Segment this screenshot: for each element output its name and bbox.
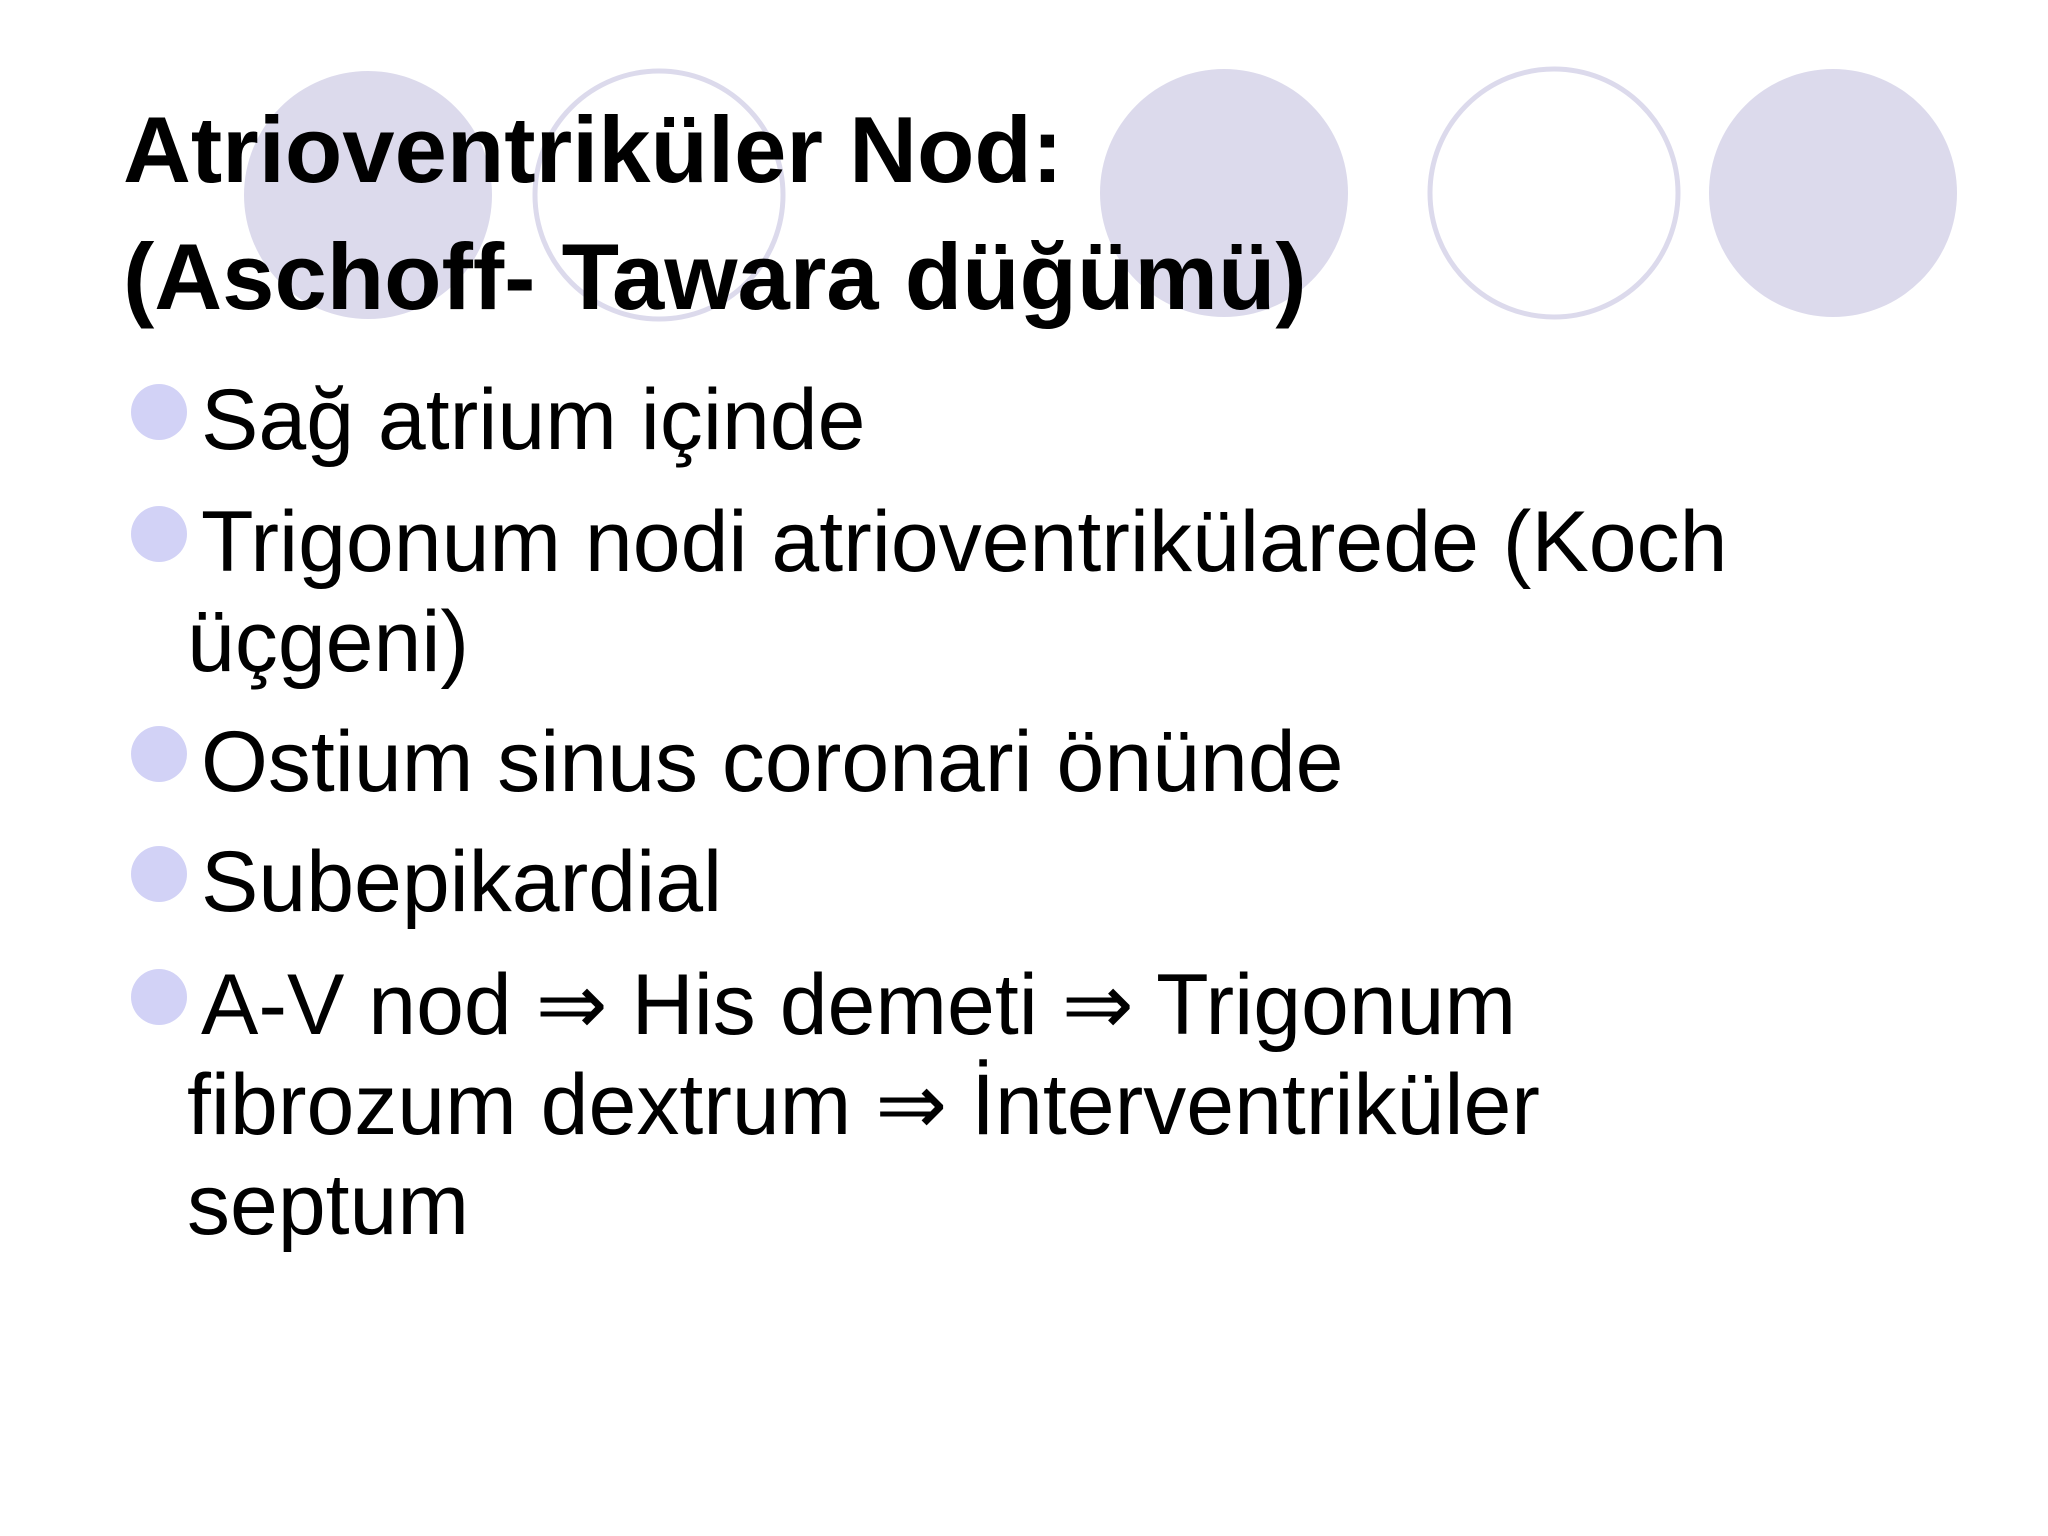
bullet-5-line-3: septum (187, 1157, 470, 1253)
bullet-2-line-2: üçgeni) (187, 594, 470, 690)
bullet-1-line-1: Sağ atrium içinde (201, 372, 866, 468)
bullet-3-line-1: Ostium sinus coronari önünde (201, 714, 1344, 810)
title-line-2: (Aschoff- Tawara düğümü) (123, 224, 1307, 329)
bullet-text (201, 832, 1881, 932)
title-line-1: Atrioventriküler Nod: (123, 97, 1064, 202)
bullet-dot-icon (131, 846, 187, 902)
bullet-text (187, 492, 1881, 692)
bullet-4-line-1: Subepikardial (201, 834, 723, 930)
bullet-dot-icon (131, 384, 187, 440)
bullet-dot-icon (131, 726, 187, 782)
bullet-text (187, 955, 1881, 1255)
bullet-dot-icon (131, 506, 187, 562)
bullet-dot-icon (131, 969, 187, 1025)
bullet-text (201, 712, 1881, 812)
bullet-5-line-2: fibrozum dextrum ⇒ İnterventriküler (187, 1057, 1540, 1153)
bullet-2-line-1: Trigonum nodi atrioventrikülarede (Koch (201, 494, 1728, 590)
bullet-text (201, 370, 1881, 470)
bullet-5-line-1: A-V nod ⇒ His demeti ⇒ Trigonum (201, 957, 1517, 1053)
